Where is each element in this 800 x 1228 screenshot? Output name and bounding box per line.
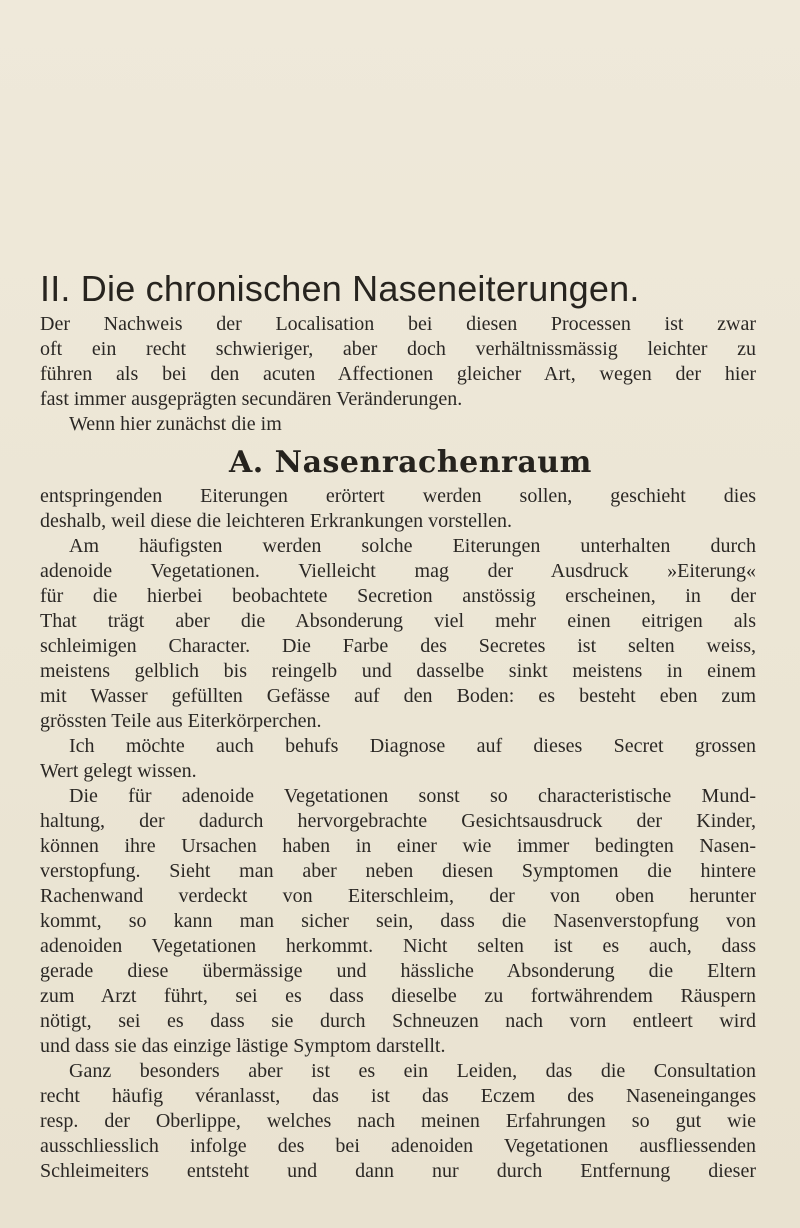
text-line: grössten Teile aus Eiterkörperchen. <box>40 710 322 732</box>
text-line: zum Arzt führt, sei es dass dieselbe zu fortwährendem Räuspern <box>40 985 756 1007</box>
text-line: fast immer ausgeprägten secundären Veränderungen. <box>40 388 463 410</box>
text-line: oft ein recht schwieriger, aber doch verhältnissmässig leichter zu <box>40 338 756 360</box>
text-line: adenoide Vegetationen. Vielleicht mag der Ausdruck »Eiterung« <box>40 560 756 582</box>
text-line: meistens gelblich bis reingelb und dasselbe sinkt meistens in einem <box>40 660 756 682</box>
text-line: Der Nachweis der Localisation bei diesen Processen ist zwar <box>40 313 756 335</box>
text-line: haltung, der dadurch hervorgebrachte Gesichtsausdruck der Kinder, <box>40 810 756 832</box>
text-line: verstopfung. Sieht man aber neben diesen Symptomen die hintere <box>40 860 756 882</box>
text-line: Schleimeiters entsteht und dann nur durch Entfernung dieser <box>40 1160 756 1182</box>
text-line: gerade diese übermässige und hässliche Absonderung die Eltern <box>40 960 756 982</box>
text-line: Rachenwand verdeckt von Eiterschleim, der von oben herunter <box>40 885 756 907</box>
text-line: resp. der Oberlippe, welches nach meinen Erfahrungen so gut wie <box>40 1110 756 1132</box>
text-line: Ich möchte auch behufs Diagnose auf dieses Secret grossen <box>69 735 756 757</box>
text-line: nötigt, sei es dass sie durch Schneuzen nach vorn entleert wird <box>40 1010 756 1032</box>
section-heading: A. Nasenrachenraum <box>229 445 592 480</box>
text-line: deshalb, weil diese die leichteren Erkrankungen vorstellen. <box>40 510 513 532</box>
text-line: That trägt aber die Absonderung viel mehr einen eitrigen als <box>40 610 756 632</box>
text-line: Wenn hier zunächst die im <box>69 413 282 435</box>
chapter-title: II. Die chronischen Naseneiterungen. <box>40 268 640 309</box>
text-line: können ihre Ursachen haben in einer wie immer bedingten Nasen- <box>40 835 756 857</box>
text-line: Wert gelegt wissen. <box>40 760 197 782</box>
text-line: schleimigen Character. Die Farbe des Secretes ist selten weiss, <box>40 635 756 657</box>
text-line: kommt, so kann man sicher sein, dass die Nasenverstopfung von <box>40 910 756 932</box>
text-line: für die hierbei beobachtete Secretion anstössig erscheinen, in der <box>40 585 756 607</box>
text-line: und dass sie das einzige lästige Symptom darstellt. <box>40 1035 446 1057</box>
text-line: führen als bei den acuten Affectionen gleicher Art, wegen der hier <box>40 363 756 385</box>
text-line: Am häufigsten werden solche Eiterungen unterhalten durch <box>69 535 756 557</box>
text-line: mit Wasser gefüllten Gefässe auf den Boden: es besteht eben zum <box>40 685 756 707</box>
text-line: Die für adenoide Vegetationen sonst so characteristische Mund- <box>69 785 756 807</box>
text-line: entspringenden Eiterungen erörtert werden sollen, geschieht dies <box>40 485 756 507</box>
text-line: recht häufig véranlasst, das ist das Eczem des Naseneinganges <box>40 1085 756 1107</box>
text-line: adenoiden Vegetationen herkommt. Nicht selten ist es auch, dass <box>40 935 756 957</box>
text-line: Ganz besonders aber ist es ein Leiden, das die Consultation <box>69 1060 756 1082</box>
text-line: ausschliesslich infolge des bei adenoiden Vegetationen ausfliessenden <box>40 1135 756 1157</box>
